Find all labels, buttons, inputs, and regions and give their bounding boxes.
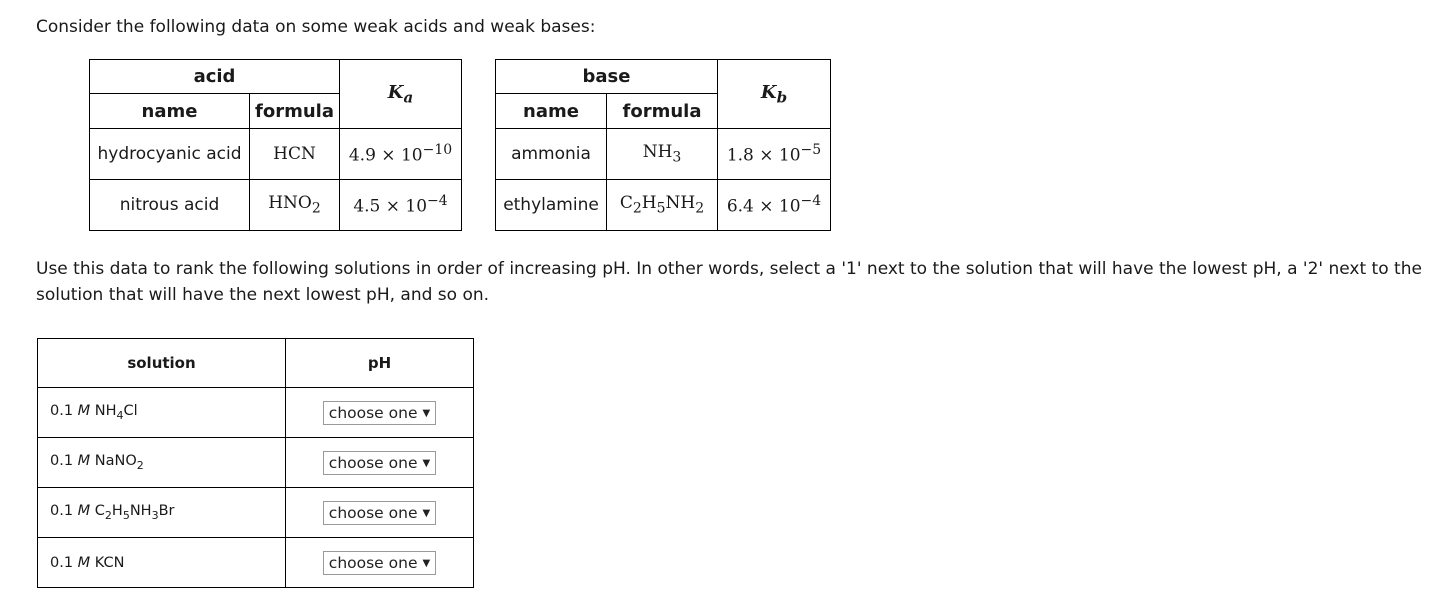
table-row	[496, 180, 831, 231]
ph-select-cell	[286, 488, 474, 538]
ph-header: pH	[286, 339, 474, 388]
base-name-cell: ammonia	[496, 129, 607, 180]
solution-header: solution	[38, 339, 286, 388]
ph-rank-select[interactable]: choose one ▼	[323, 501, 436, 525]
ph-select-cell	[286, 438, 474, 488]
acid-name-cell: hydrocyanic acid	[90, 129, 250, 180]
solution-cell: 0.1 M KCN	[38, 538, 286, 588]
dropdown-arrow-icon: ▼	[422, 457, 431, 469]
instructions-text: Use this data to rank the following solutions in order of increasing pH. In other words, select a '1' next to the solution that will have the lowest pH, a '2' next to the solution that will have the next lowest pH, and so on.	[36, 259, 1422, 305]
acid-formula-cell: $HNO_2$	[250, 180, 340, 231]
table-row	[38, 488, 474, 538]
table-row	[38, 438, 474, 488]
acid-name-header: name	[90, 94, 250, 129]
base-formula-cell: $NH_3$	[607, 129, 718, 180]
table-row	[496, 129, 831, 180]
solution-cell: 0.1 M $C_2H_5NH_3Br$	[38, 488, 286, 538]
base-name-cell: ethylamine	[496, 180, 607, 231]
kb-header: $K_b$	[718, 60, 831, 129]
table-row	[90, 180, 462, 231]
solution-cell: 0.1 M $NH_4Cl$	[38, 388, 286, 438]
ph-ranking-table	[37, 338, 474, 588]
ph-rank-select[interactable]: choose one ▼	[323, 401, 436, 425]
dropdown-arrow-icon: ▼	[422, 407, 431, 419]
acid-data-table	[89, 59, 462, 231]
ka-value-cell: $4.9 \times 10^{-10}$	[340, 129, 462, 180]
table-row	[38, 388, 474, 438]
ph-rank-select[interactable]: choose one ▼	[323, 451, 436, 475]
acid-formula-header: formula	[250, 94, 340, 129]
dropdown-arrow-icon: ▼	[422, 557, 431, 569]
base-formula-header: formula	[607, 94, 718, 129]
kb-value-cell: $1.8 \times 10^{-5}$	[718, 129, 831, 180]
table-row	[90, 129, 462, 180]
intro-text: Consider the following data on some weak acids and weak bases:	[36, 17, 596, 37]
ka-value-cell: $4.5 \times 10^{-4}$	[340, 180, 462, 231]
acid-formula-cell: HCN	[250, 129, 340, 180]
acid-name-cell: nitrous acid	[90, 180, 250, 231]
solution-cell: 0.1 M NaNO$_2$	[38, 438, 286, 488]
ph-select-cell	[286, 388, 474, 438]
base-name-header: name	[496, 94, 607, 129]
kb-value-cell: $6.4 \times 10^{-4}$	[718, 180, 831, 231]
dropdown-arrow-icon: ▼	[422, 507, 431, 519]
base-data-table	[495, 59, 831, 231]
ka-header: $K_a$	[340, 60, 462, 129]
acid-group-header: acid	[90, 60, 340, 94]
table-row	[38, 538, 474, 588]
base-group-header: base	[496, 60, 718, 94]
ph-rank-select[interactable]: choose one ▼	[323, 551, 436, 575]
ph-select-cell	[286, 538, 474, 588]
base-formula-cell: $C_2H_5NH_2$	[607, 180, 718, 231]
